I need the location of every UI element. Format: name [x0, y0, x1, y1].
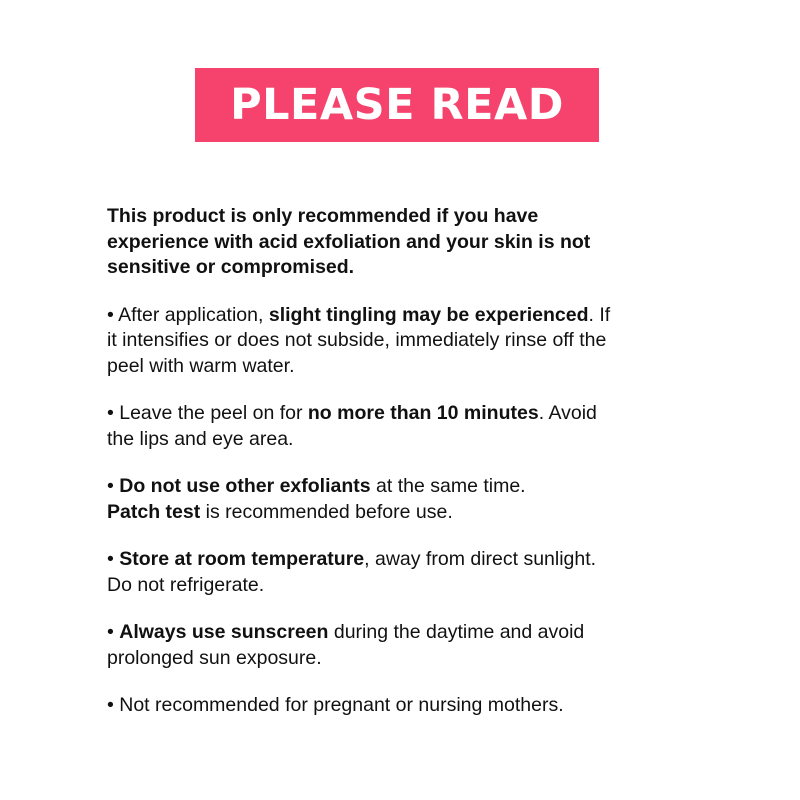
bullet-sunscreen-post: during the daytime and avoid — [328, 621, 585, 643]
please-read-banner — [195, 68, 599, 142]
intro-line-3: sensitive or compromised. — [107, 256, 355, 278]
bullet-tingling-pre: • After application, — [107, 303, 269, 326]
instructions-body — [107, 204, 707, 719]
patch-test-post: is recommended before use. — [200, 500, 453, 523]
bullet-tingling-line-3: peel with warm water. — [107, 354, 295, 377]
bullet-exfoliants-bold: Do not use other exfoliants — [119, 475, 371, 497]
bullet-sunscreen-bold: Always use sunscreen — [119, 621, 329, 643]
bullet-sunscreen-line-2: prolonged sun exposure. — [107, 646, 322, 669]
intro-warning — [107, 204, 707, 281]
bullet-tingling-line-2: it intensifies or does not subside, immediately rinse off the — [107, 329, 607, 351]
patch-test-bold: Patch test — [107, 500, 201, 523]
bullet-duration — [107, 401, 707, 452]
bullet-duration-post: . Avoid — [538, 402, 597, 424]
bullet-storage-post: , away from direct sunlight. — [364, 548, 597, 570]
bullet-exfoliants — [107, 474, 707, 525]
banner-title: PLEASE READ — [230, 79, 564, 130]
bullet-exfoliants-pre: • — [107, 475, 120, 497]
bullet-duration-pre: • Leave the peel on for — [107, 402, 308, 424]
bullet-sunscreen-pre: • — [107, 621, 120, 643]
bullet-duration-line-2: the lips and eye area. — [107, 427, 294, 450]
bullet-storage-line-2: Do not refrigerate. — [107, 573, 265, 596]
intro-line-1: This product is only recommended if you have — [107, 205, 539, 227]
bullet-pregnancy — [107, 693, 707, 719]
bullet-storage-bold: Store at room temperature — [119, 548, 365, 570]
bullet-duration-bold: no more than 10 minutes — [307, 402, 539, 424]
bullet-exfoliants-post: at the same time. — [370, 475, 526, 497]
bullet-storage — [107, 547, 707, 598]
bullet-pregnancy-text: • Not recommended for pregnant or nursing mothers. — [107, 694, 564, 716]
intro-line-2: experience with acid exfoliation and your skin is not — [107, 230, 591, 253]
bullet-storage-pre: • — [107, 548, 120, 570]
bullet-tingling-post: . If — [588, 303, 611, 326]
bullet-tingling-bold: slight tingling may be experienced — [268, 303, 589, 326]
bullet-sunscreen — [107, 620, 707, 671]
bullet-tingling — [107, 303, 707, 380]
